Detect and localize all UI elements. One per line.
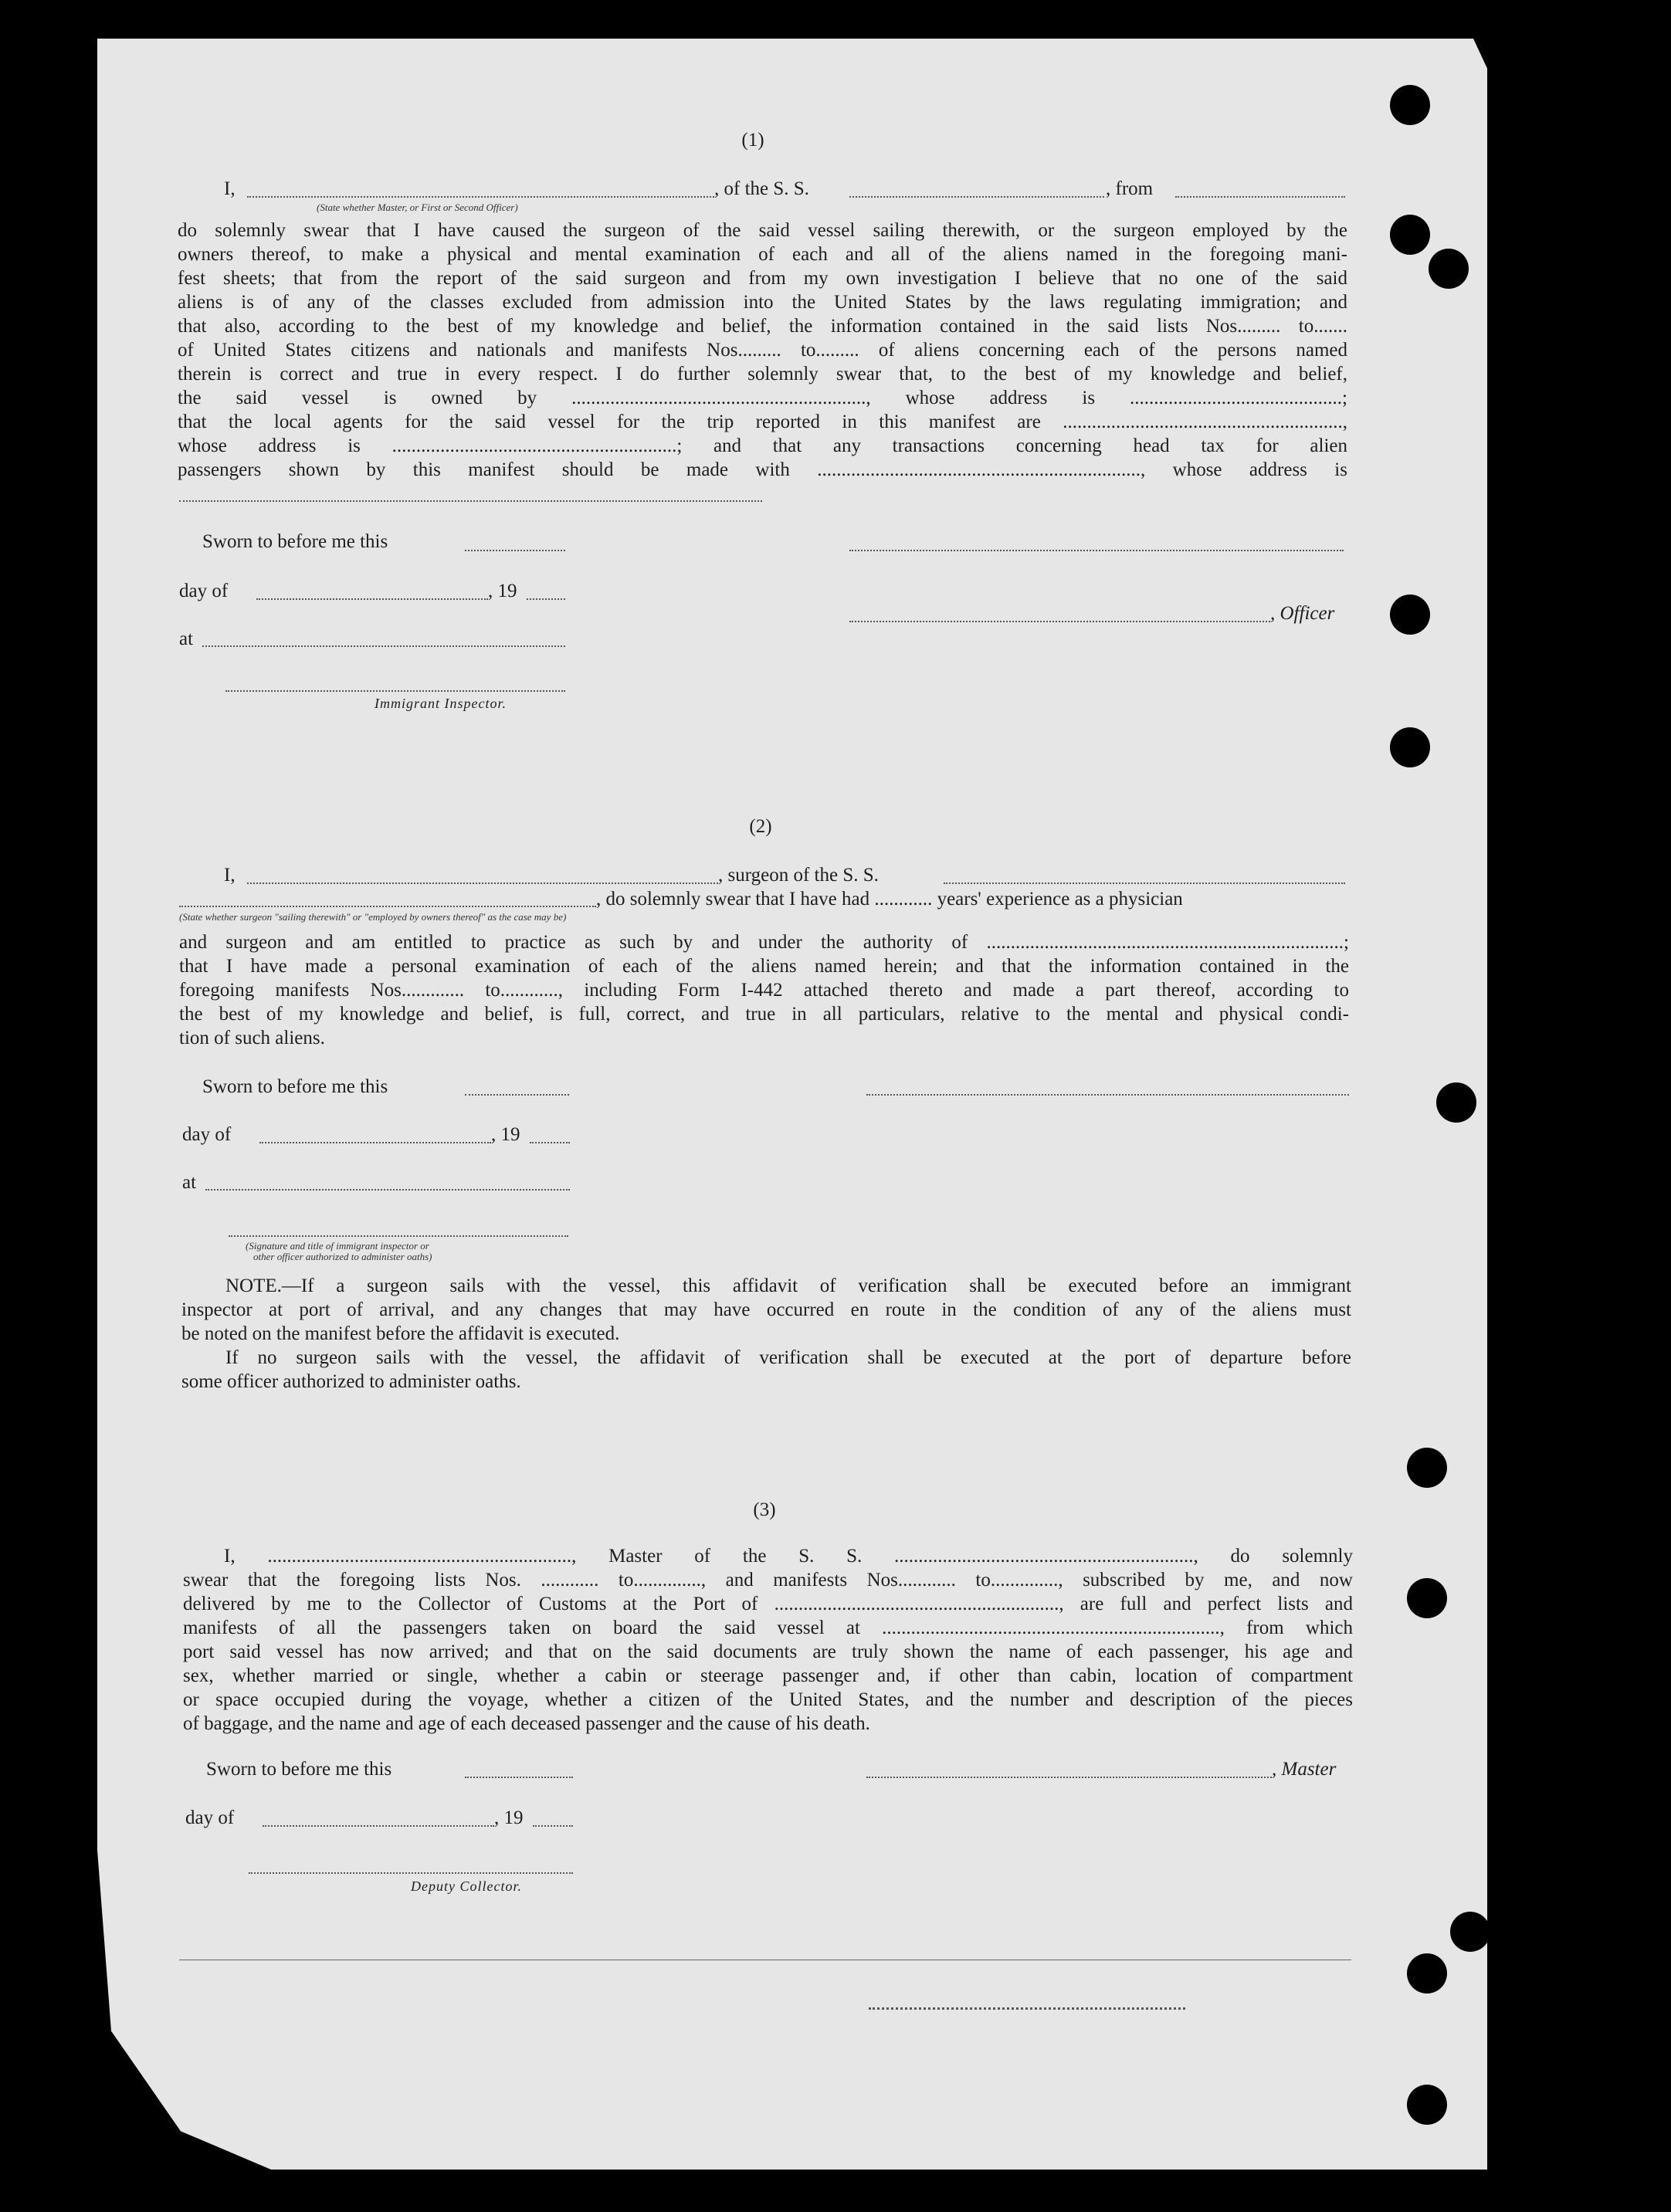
- sworn-label-3: Sworn to before me this: [206, 1759, 392, 1780]
- surgeon-of-label: , surgeon of the S. S.: [718, 865, 879, 886]
- oath-3-line-7: or space occupied during the voyage, whether a citizen of the United States, and the number and description of the pieces: [183, 1689, 1353, 1710]
- officer-name-blank: [849, 621, 1270, 622]
- sworn-date-blank-1: [465, 550, 565, 551]
- oath-1-line-3: fest sheets; that from the report of the said surgeon and from my own investigation I believe that no one of the said: [178, 268, 1347, 289]
- oath-2-line-2: that I have made a personal examination of each of the aliens named herein; and that the information contained in the: [179, 956, 1349, 977]
- collector-label: Deputy Collector.: [411, 1878, 522, 1894]
- oath-3-line-5: port said vessel has now arrived; and that on the said documents are truly shown the name of each passenger, his age and: [183, 1641, 1353, 1662]
- at-label-1: at: [179, 628, 194, 649]
- month-blank-3: [263, 1825, 494, 1827]
- note-line-2: inspector at port of arrival, and any changes that may have occurred en route in the condition of any of the aliens must: [181, 1299, 1351, 1320]
- section-2-number: (2): [749, 816, 772, 837]
- section-2-lead: I,: [224, 865, 236, 886]
- oath-1-line-7: therein is correct and true in every respect. I do further solemnly swear that, to the best of my knowledge and belief,: [178, 364, 1347, 384]
- surgeon-vessel-blank: [944, 882, 1345, 884]
- oath-1-line-2: owners thereof, to make a physical and mental examination of each and all of the aliens named in the foregoing mani-: [178, 244, 1347, 265]
- sworn-date-blank-3: [465, 1777, 573, 1778]
- bottom-dots: [869, 2007, 1185, 2010]
- place-blank-2: [205, 1189, 570, 1191]
- oath-3-line-1: I, ..............................................................., Master of the S. S. .............................................................., do solemnly: [224, 1546, 1353, 1567]
- note-line-5: some officer authorized to administer oaths.: [181, 1371, 521, 1392]
- punch-hole-11: [1407, 2085, 1447, 2125]
- punch-hole-3: [1429, 249, 1469, 289]
- punch-hole-8: [1407, 1578, 1447, 1618]
- note-line-4: If no surgeon sails with the vessel, the affidavit of verification shall be executed at the port of departure before: [225, 1347, 1351, 1368]
- oath-3-line-6: sex, whether married or single, whether a cabin or steerage passenger and, if other than cabin, location of compartment: [183, 1665, 1353, 1686]
- oath-2-line-1: and surgeon and am entitled to practice as such by and under the authority of ..........................................................................;: [179, 932, 1349, 953]
- oath-3-line-3: delivered by me to the Collector of Customs at the Port of ..........................................................., are full and perfect lists and: [183, 1594, 1353, 1614]
- year-blank-2: [530, 1142, 570, 1143]
- oath-1-line-1: do solemnly swear that I have caused the surgeon of the said vessel sailing therewith, or the surgeon employed by the: [178, 220, 1347, 241]
- surgeon-name-blank: [247, 882, 718, 884]
- oath-2-line-4: the best of my knowledge and belief, is full, correct, and true in all particulars, relative to the mental and physical condi-: [179, 1004, 1349, 1025]
- oath-1-line-11: passengers shown by this manifest should be made with ..................................................................., whose address is: [178, 459, 1347, 480]
- surgeon-signature-blank: [866, 1094, 1349, 1096]
- authorized-officer-blank: [229, 1235, 568, 1237]
- master-label: , Master: [1272, 1759, 1337, 1780]
- section-1-lead: I,: [224, 178, 236, 199]
- sworn-label-2: Sworn to before me this: [202, 1076, 388, 1097]
- year-label-3: , 19: [494, 1807, 524, 1828]
- oath-1-line-6: of United States citizens and nationals and manifests Nos......... to......... of aliens concerning each of the persons named: [178, 340, 1347, 361]
- master-signature-blank: [866, 1777, 1272, 1778]
- section-3-number: (3): [753, 1499, 776, 1520]
- oath-3-line-2: swear that the foregoing lists Nos. ............ to.............., and manifests Nos............ to.............., subscribed by me, and now: [183, 1570, 1353, 1590]
- oath-1-line-8: the said vessel is owned by ............................................................., whose address is ............................................;: [178, 388, 1347, 408]
- section-1-number: (1): [741, 130, 764, 151]
- from-port-blank: [1175, 196, 1345, 198]
- vessel-name-blank: [849, 196, 1104, 198]
- officer-rank-caption: (State whether Master, or First or Second Officer): [317, 202, 518, 213]
- oath-1-line-9: that the local agents for the said vessel for the trip reported in this manifest are ..........................................................,: [178, 412, 1347, 432]
- surgeon-type-blank: [179, 906, 596, 907]
- signature-caption-2: other officer authorized to administer oaths): [253, 1251, 432, 1262]
- day-of-label-2: day of: [182, 1124, 232, 1145]
- oath-2-line-5: tion of such aliens.: [179, 1028, 325, 1048]
- sworn-date-blank-2: [465, 1094, 569, 1096]
- oath-1-line-4: aliens is of any of the classes excluded from admission into the United States by the laws regulating immigration; and: [178, 292, 1347, 313]
- head-tax-address-blank: [179, 500, 762, 502]
- officer-signature-blank: [849, 550, 1344, 551]
- from-label: , from: [1106, 178, 1154, 199]
- day-of-label-1: day of: [179, 581, 229, 601]
- year-blank-3: [533, 1825, 573, 1827]
- note-line-3: be noted on the manifest before the affidavit is executed.: [181, 1323, 620, 1344]
- surgeon-oath-line-2: , do solemnly swear that I have had ............ years' experience as a physician: [596, 889, 1183, 910]
- oath-3-line-8: of baggage, and the name and age of each deceased passenger and the cause of his death.: [183, 1713, 870, 1734]
- punch-hole-5: [1390, 727, 1430, 767]
- oath-1-line-5: that also, according to the best of my knowledge and belief, the information contained in the said lists Nos......... to.......: [178, 316, 1347, 337]
- collector-signature-blank: [249, 1872, 573, 1874]
- punch-hole-2: [1390, 215, 1430, 255]
- punch-hole-9: [1450, 1912, 1490, 1952]
- officer-label: , Officer: [1270, 603, 1335, 624]
- surgeon-type-caption: (State whether surgeon "sailing therewith" or "employed by owners thereof" as the case may be): [179, 911, 567, 923]
- day-of-label-3: day of: [185, 1807, 235, 1828]
- year-label-2: , 19: [491, 1124, 520, 1145]
- of-ss-label: , of the S. S.: [714, 178, 809, 199]
- month-blank-1: [256, 598, 488, 600]
- sworn-label-1: Sworn to before me this: [202, 531, 388, 552]
- punch-hole-7: [1407, 1448, 1447, 1488]
- year-blank-1: [527, 598, 565, 600]
- inspector-label: Immigrant Inspector.: [375, 696, 507, 711]
- punch-hole-10: [1407, 1953, 1447, 1994]
- place-blank-1: [202, 645, 565, 647]
- month-blank-2: [259, 1142, 491, 1143]
- signature-caption-1: (Signature and title of immigrant inspector or: [246, 1240, 429, 1252]
- punch-hole-6: [1436, 1082, 1476, 1123]
- oath-1-line-10: whose address is ...........................................................; and that any transactions concerning head tax for alien: [178, 435, 1347, 456]
- note-line-1: NOTE.—If a surgeon sails with the vessel, this affidavit of verification shall be executed before an immigrant: [225, 1275, 1351, 1296]
- punch-hole-1: [1390, 85, 1430, 125]
- year-label-1: , 19: [488, 581, 517, 601]
- at-label-2: at: [182, 1172, 197, 1193]
- punch-hole-4: [1390, 594, 1430, 635]
- oath-2-line-3: foregoing manifests Nos............. to............, including Form I-442 attached thereto and made a part thereof, according to: [179, 980, 1349, 1001]
- oath-3-line-4: manifests of all the passengers taken on board the said vessel at ......................................................................, from which: [183, 1618, 1353, 1638]
- officer-rank-blank: [247, 196, 714, 198]
